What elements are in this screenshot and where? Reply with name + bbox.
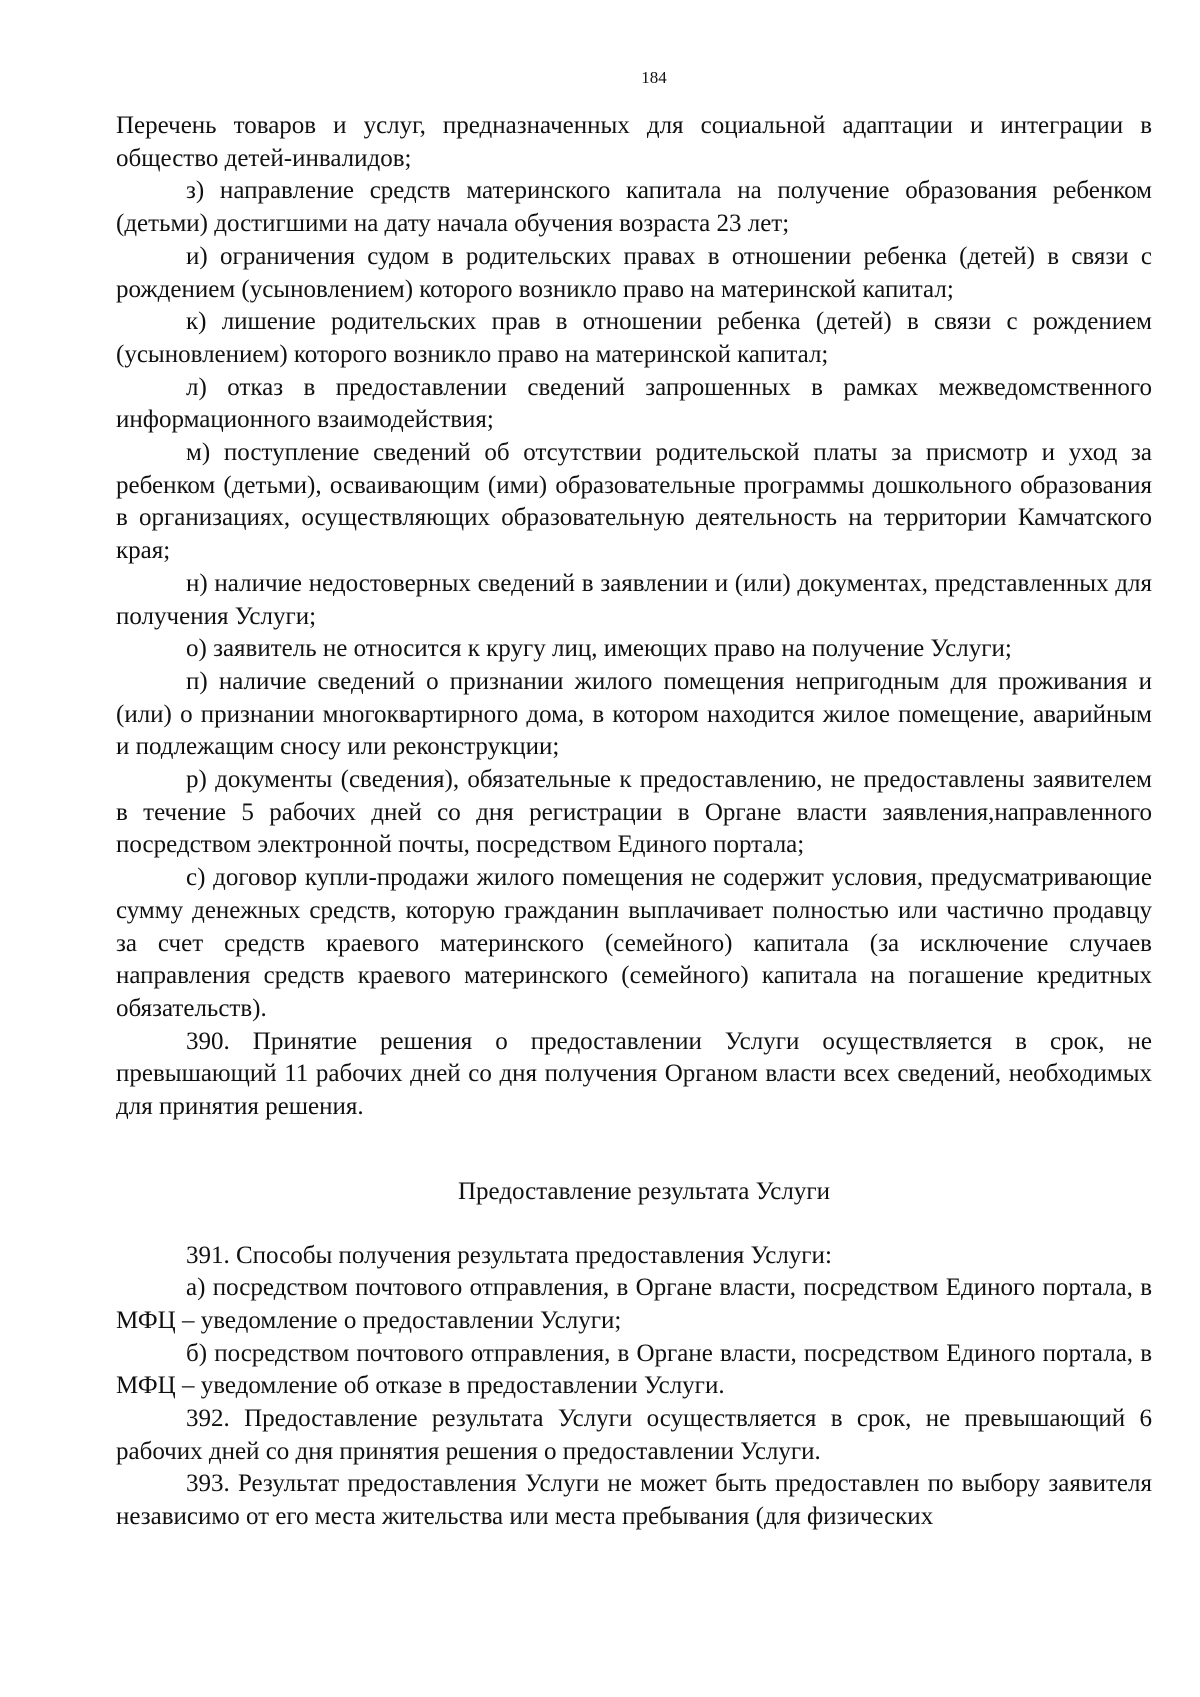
paragraph: н) наличие недостоверных сведений в заявлении и (или) документах, представленных для получения Услуги; [116, 569, 1152, 630]
paragraph: п) наличие сведений о признании жилого помещения непригодным для проживания и (или) о признании многоквартирного дома, в котором находится жилое помещение, аварийным и подлежащим сносу или реконструкции; [116, 667, 1152, 761]
paragraph: Перечень товаров и услуг, предназначенных для социальной адаптации и интеграции в общество детей-инвалидов; [116, 112, 1152, 172]
paragraph: л) отказ в предоставлении сведений запрошенных в рамках межведомственного информационного взаимодействия; [116, 373, 1152, 434]
paragraph: з) направление средств материнского капитала на получение образования ребенком (детьми) достигшими на дату начала обучения возраста 23 лет; [116, 177, 1152, 238]
paragraph: 390. Принятие решения о предоставлении Услуги осуществляется в срок, не превышающий 11 рабочих дней со дня получения Органом власти всех сведений, необходимых для принятия решения. [116, 1027, 1152, 1121]
paragraph: и) ограничения судом в родительских правах в отношении ребенка (детей) в связи с рождением (усыновлением) которого возникло право на материнской капитал; [116, 242, 1152, 303]
paragraph: м) поступление сведений об отсутствии родительской платы за присмотр и уход за ребенком (детьми), осваивающим (ими) образовательные программы дошкольного образования в организациях, осуществляющих образовательную деятельность на территории Камчатского края; [116, 439, 1152, 565]
paragraph: р) документы (сведения), обязательные к предоставлению, не предоставлены заявителем в течение 5 рабочих дней со дня регистрации в Органе власти заявления,направленного посредством электронной почты, посредством Единого портала; [116, 766, 1152, 859]
paragraph: к) лишение родительских прав в отношении ребенка (детей) в связи с рождением (усыновлением) которого возникло право на материнской капитал; [116, 308, 1152, 368]
paragraph: а) посредством почтового отправления, в Органе власти, посредством Единого портала, в МФЦ – уведомление о предоставлении Услуги; [116, 1274, 1152, 1334]
paragraph: 391. Способы получения результата предоставления Услуги: [186, 1241, 832, 1269]
paragraph: 393. Результат предоставления Услуги не может быть предоставлен по выбору заявителя независимо от его места жительства или места пребывания (для физических [116, 1470, 1152, 1531]
paragraph: с) договор купли-продажи жилого помещения не содержит условия, предусматривающие сумму денежных средств, которую гражданин выплачивает полностью или частично продавцу за счет средств краевого материнского (семейного) капитала (за исключение случаев направления средств краевого материнского (семейного) капитала на погашение кредитных обязательств). [116, 864, 1152, 1022]
page-number: 184 [641, 68, 667, 87]
document-body [116, 110, 1152, 1534]
paragraph: о) заявитель не относится к кругу лиц, имеющих право на получение Услуги; [186, 635, 1012, 663]
paragraph: б) посредством почтового отправления, в Органе власти, посредством Единого портала, в МФЦ – уведомление об отказе в предоставлении Услуги. [116, 1339, 1152, 1400]
section-heading: Предоставление результата Услуги [458, 1177, 830, 1205]
paragraph: 392. Предоставление результата Услуги осуществляется в срок, не превышающий 6 рабочих дней со дня принятия решения о предоставлении Услуги. [116, 1405, 1152, 1465]
